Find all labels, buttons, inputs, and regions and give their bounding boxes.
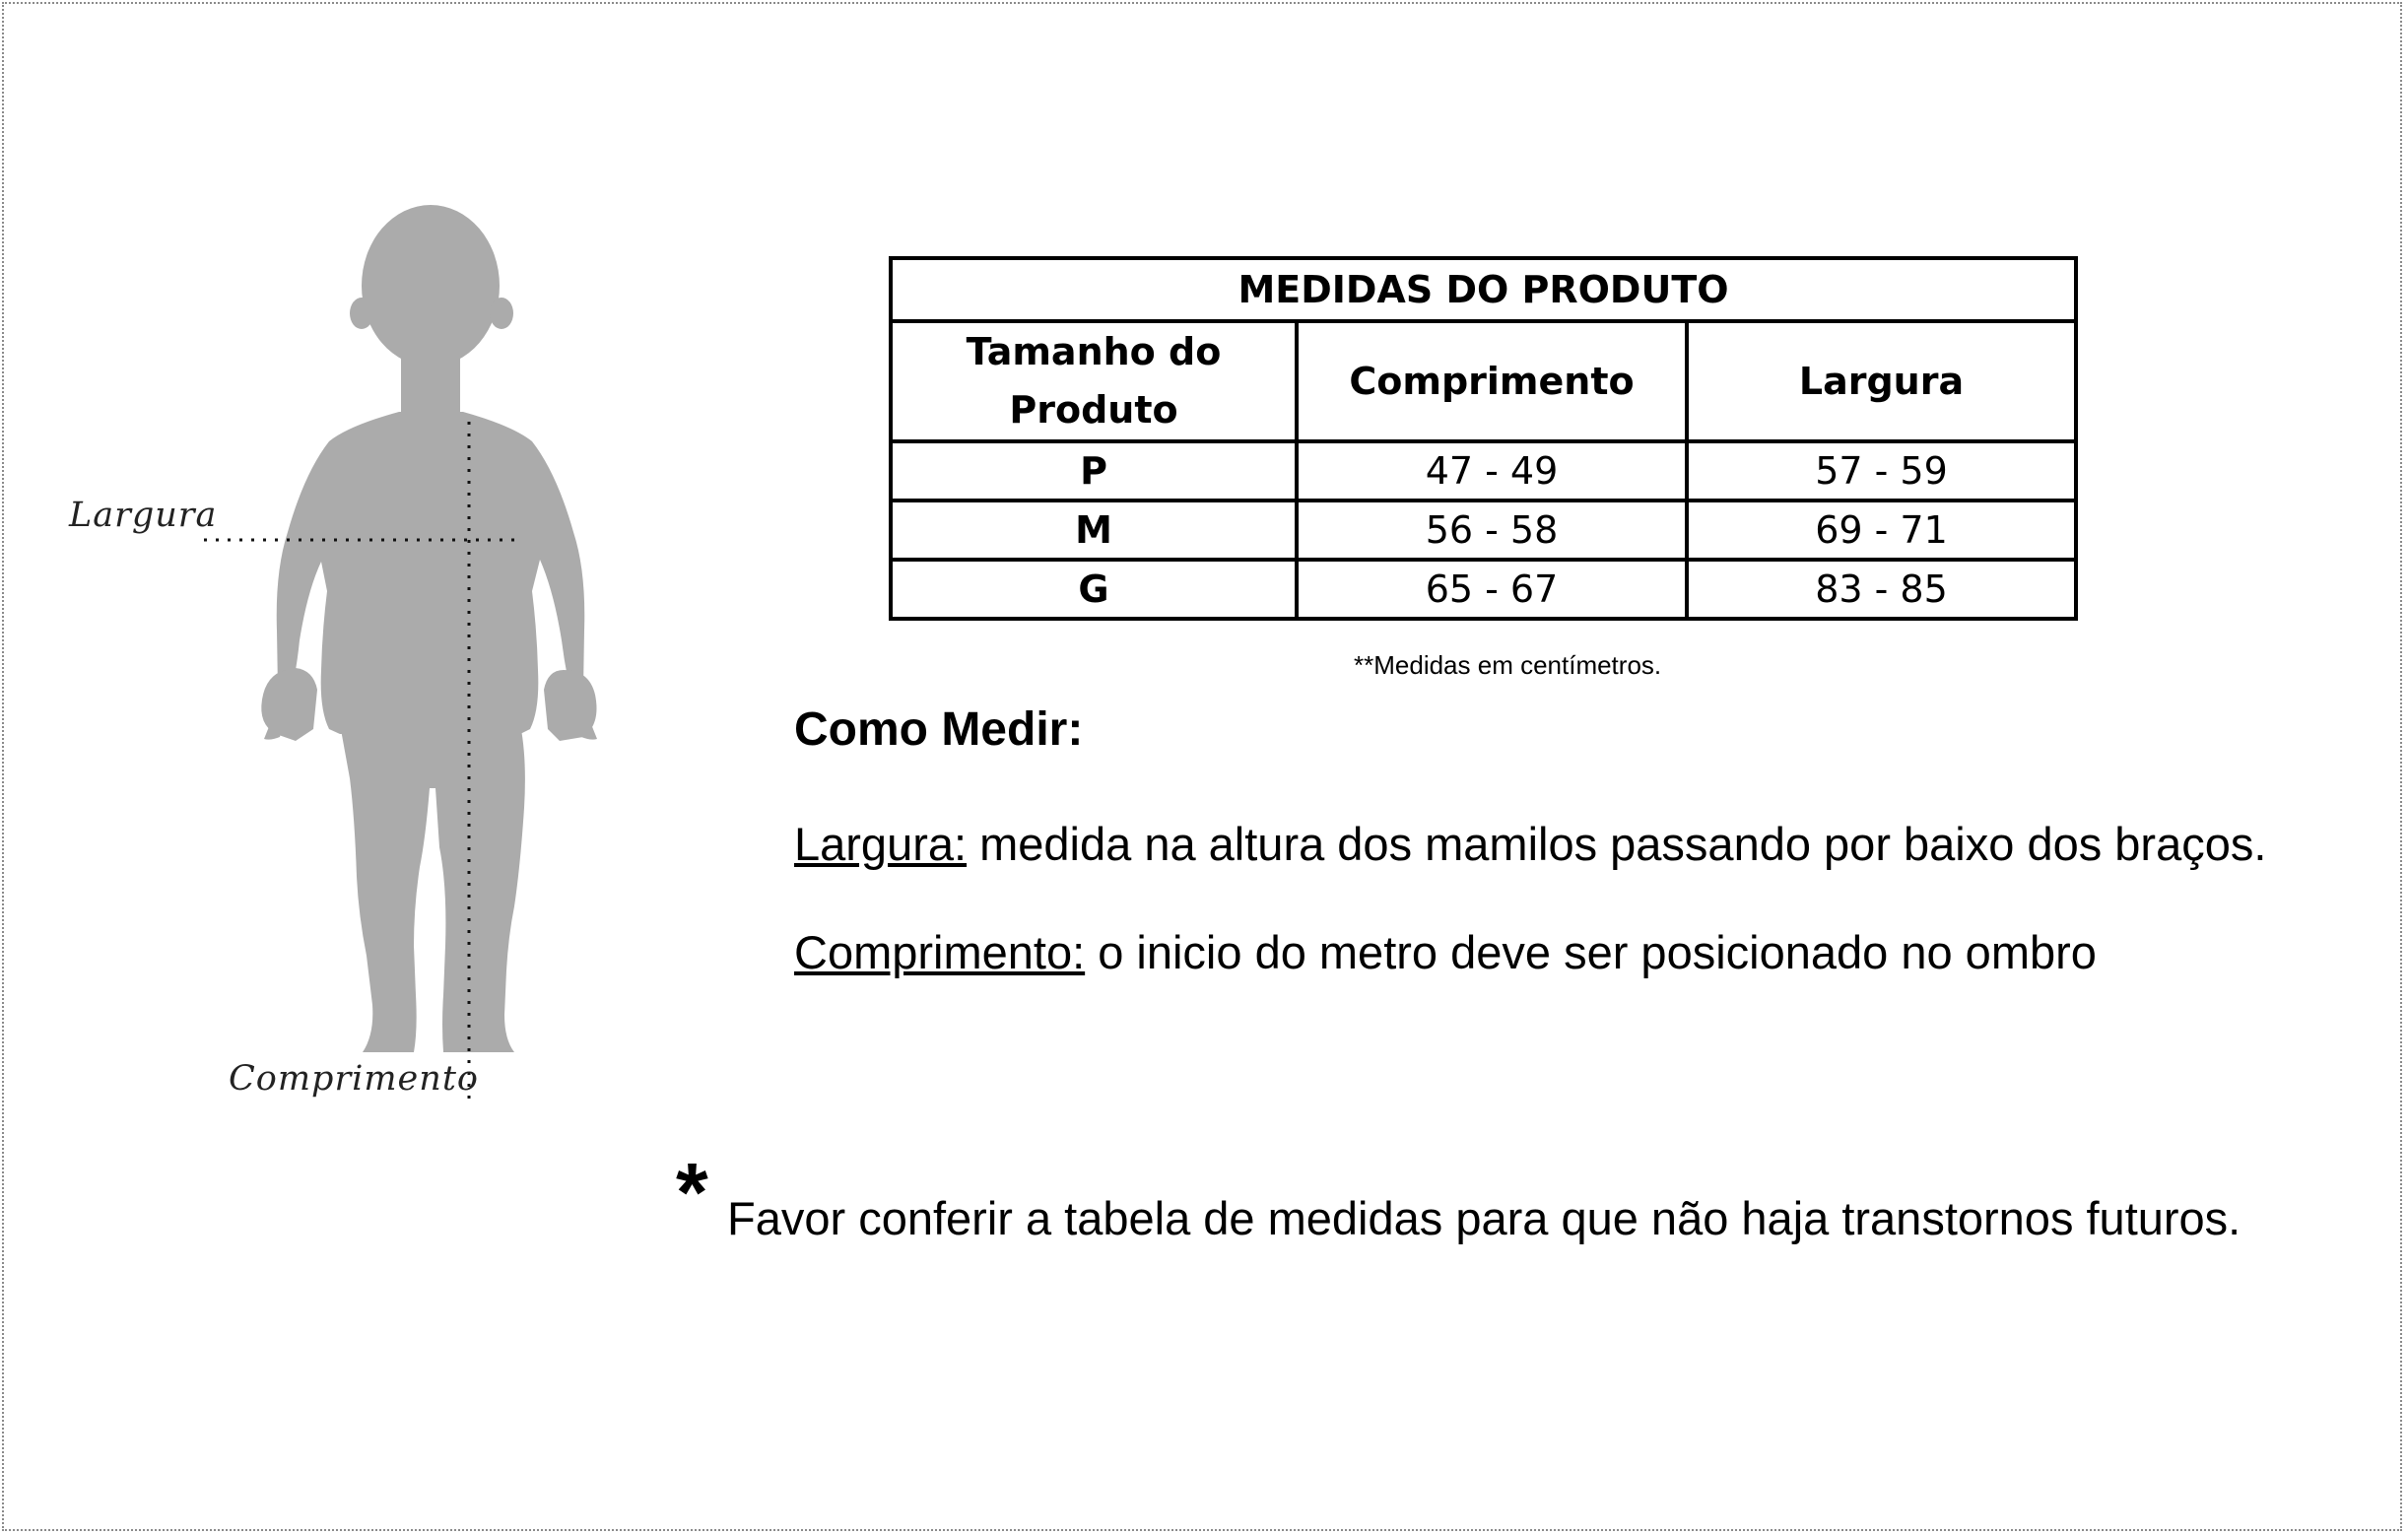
width-cell: 57 - 59 [1687,441,2076,501]
width-instruction-text: medida na altura dos mamilos passando por baixo dos braços. [967,818,2267,870]
length-cell: 65 - 67 [1297,560,1687,619]
width-cell: 69 - 71 [1687,501,2076,560]
table-row [891,501,2076,560]
child-figure [0,0,690,1182]
header-width: Largura [1687,321,2076,441]
length-instruction-text: o inicio do metro deve ser posicionado no ombro [1085,926,2097,978]
width-cell: 83 - 85 [1687,560,2076,619]
units-note: **Medidas em centímetros. [1354,650,1662,680]
length-instruction [794,925,2097,979]
size-cell: M [891,501,1297,560]
child-silhouette-icon [0,0,690,1182]
length-measure-label: Comprimento [229,1059,479,1099]
table-title: MEDIDAS DO PRODUTO [891,258,2076,321]
warning-text: Favor conferir a tabela de medidas para que não haja transtornos futuros. [727,1192,2241,1244]
width-measure-label: Largura [69,496,218,535]
header-size: Tamanho do Produto [891,321,1297,441]
length-cell: 47 - 49 [1297,441,1687,501]
how-to-measure-title: Como Medir: [794,703,1084,756]
width-instruction [794,817,2266,871]
length-cell: 56 - 58 [1297,501,1687,560]
size-cell: G [891,560,1297,619]
header-length: Comprimento [1297,321,1687,441]
table-row [891,441,2076,501]
table-row [891,560,2076,619]
size-cell: P [891,441,1297,501]
size-table [889,256,2078,621]
width-term: Largura: [794,818,968,870]
table-header-row [891,321,2076,441]
warning-asterisk: * [676,1146,708,1238]
length-term: Comprimento: [794,926,1086,978]
